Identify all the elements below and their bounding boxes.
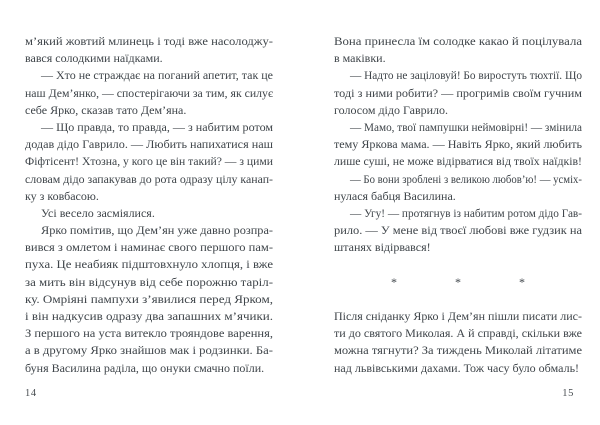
text-line (25, 291, 273, 308)
text-line (334, 33, 582, 50)
text-line-content: — Бо вони зроблені з великою любов’ю! — усміх- (350, 171, 582, 186)
text-line (25, 67, 273, 84)
text-line (25, 360, 273, 377)
text-line (25, 342, 273, 359)
text-line (334, 222, 582, 239)
text-line-content: штанях відірвався! (334, 240, 431, 255)
asterisk: * (391, 274, 397, 289)
asterisk: * (455, 274, 461, 289)
text-line (334, 85, 582, 102)
text-line (25, 222, 273, 239)
text-line (25, 153, 273, 170)
text-line-content: — Що правда, то правда, — з набитим ротом (41, 119, 273, 134)
text-line-content: вився з омлетом і наминає свого першого пам- (25, 240, 273, 255)
text-line-content: ку з ковбасою. (25, 188, 99, 203)
text-line-content: над львівськими дахами. Тож часу було обмаль! (334, 360, 580, 375)
text-line (25, 119, 273, 136)
text-line-content: і він надкусив одразу два запашних м’ячики. (25, 309, 273, 323)
text-line-content: наш Дем’янко, — спостерігаючи за тим, як силує (25, 85, 273, 100)
page-left-text-column (25, 33, 273, 377)
page-number-right: 15 (562, 388, 574, 399)
text-line (25, 33, 273, 50)
text-line-content: пуха. Це неабияк підштовхнуло хлопця, і вже (25, 257, 273, 272)
text-line (334, 239, 582, 256)
text-line (25, 188, 273, 205)
text-line-content: З першого на уста витекло трояндове варення, (25, 326, 273, 341)
text-line-content: рило. — У мене від твоєї любові вже гудзик на (334, 223, 582, 238)
text-line (334, 119, 582, 136)
text-line (25, 239, 273, 256)
text-line (25, 256, 273, 273)
text-line (334, 67, 582, 84)
section-separator (334, 274, 582, 291)
text-line-content: вався солодкими наїдками. (25, 51, 163, 66)
text-line (334, 342, 582, 359)
text-line (334, 205, 582, 222)
text-line (334, 291, 582, 308)
text-line (334, 360, 582, 377)
text-line-content: додав дідо Гаврило. — Любить напихатися наш (25, 137, 273, 152)
text-line-content: — Хто не страждає на поганий апетит, так це (41, 68, 273, 83)
asterisk: * (519, 274, 525, 289)
text-line-content: голосом дідо Гаврило. (334, 102, 449, 117)
text-line (25, 136, 273, 153)
text-line (334, 50, 582, 67)
text-line (25, 274, 273, 291)
text-line-content: — Надто не заціловуй! Бо виростуть тюхтії. Що (350, 68, 582, 83)
text-line (25, 102, 273, 119)
text-line (25, 205, 273, 222)
text-line-content: тему Яркова мама. — Навіть Ярко, який любить (334, 137, 582, 152)
text-line-content: буня Василина раділа, що онуки смачно поїли. (25, 360, 265, 375)
text-line (25, 85, 273, 102)
text-line (334, 102, 582, 119)
text-line-content: в маківки. (334, 51, 386, 66)
text-line (334, 171, 582, 188)
text-line-content: можна тягнути? За тиждень Миколай літатиме (334, 343, 582, 358)
text-line (334, 325, 582, 342)
text-line-content: Після сніданку Ярко і Дем’ян пішли писати лис- (334, 309, 582, 323)
text-line-content: ку. Омріяні пампухи з’явилися перед Ярком, (25, 291, 273, 306)
text-line-content: словам дідо запакував до рота одразу цілу канап- (25, 171, 273, 186)
text-line-content: тоді з ними робити? — прогримів своїм гучним (334, 85, 582, 100)
text-line (334, 188, 582, 205)
text-line (334, 308, 582, 325)
text-line-content: — Мамо, твої пампушки неймовірні! — змінила (350, 119, 582, 134)
page-right-text-column (334, 33, 582, 377)
text-line-content: лише суші, не може відірватися від твоїх наїдків! (334, 154, 582, 169)
text-line (25, 325, 273, 342)
text-line-content: за мить він відсунув від себе порожню таріл- (25, 274, 273, 289)
text-line-content: Фіфтісент! Хтозна, у кого це він такий? — з цими (25, 154, 273, 169)
text-line (25, 308, 273, 325)
text-line-content: ти до святого Миколая. А й справді, скільки вже (334, 326, 582, 341)
text-line-content: нулася бабця Василина. (334, 188, 456, 203)
text-line (334, 136, 582, 153)
text-line (25, 50, 273, 67)
text-line-content: м’який жовтий млинець і тоді вже насолоджу- (25, 34, 273, 48)
text-line-content: — Угу! — протягнув із набитим ротом дідо Гав- (350, 205, 582, 220)
text-line (25, 171, 273, 188)
text-line (334, 153, 582, 170)
page-number-left: 14 (25, 388, 37, 399)
text-line-content: Ярко помітив, що Дем’ян уже давно розпра- (41, 223, 273, 238)
text-line-content: себе Ярко, сказав тато Дем’яна. (25, 102, 187, 117)
text-line-content: а в другому Ярко знайшов мак і родзинки. Ба- (25, 343, 273, 358)
text-line (334, 256, 582, 273)
text-line-content: Усі весело засміялися. (41, 205, 155, 220)
text-line-content: Вона принесла їм солодке какао й поцілувала (334, 34, 582, 48)
